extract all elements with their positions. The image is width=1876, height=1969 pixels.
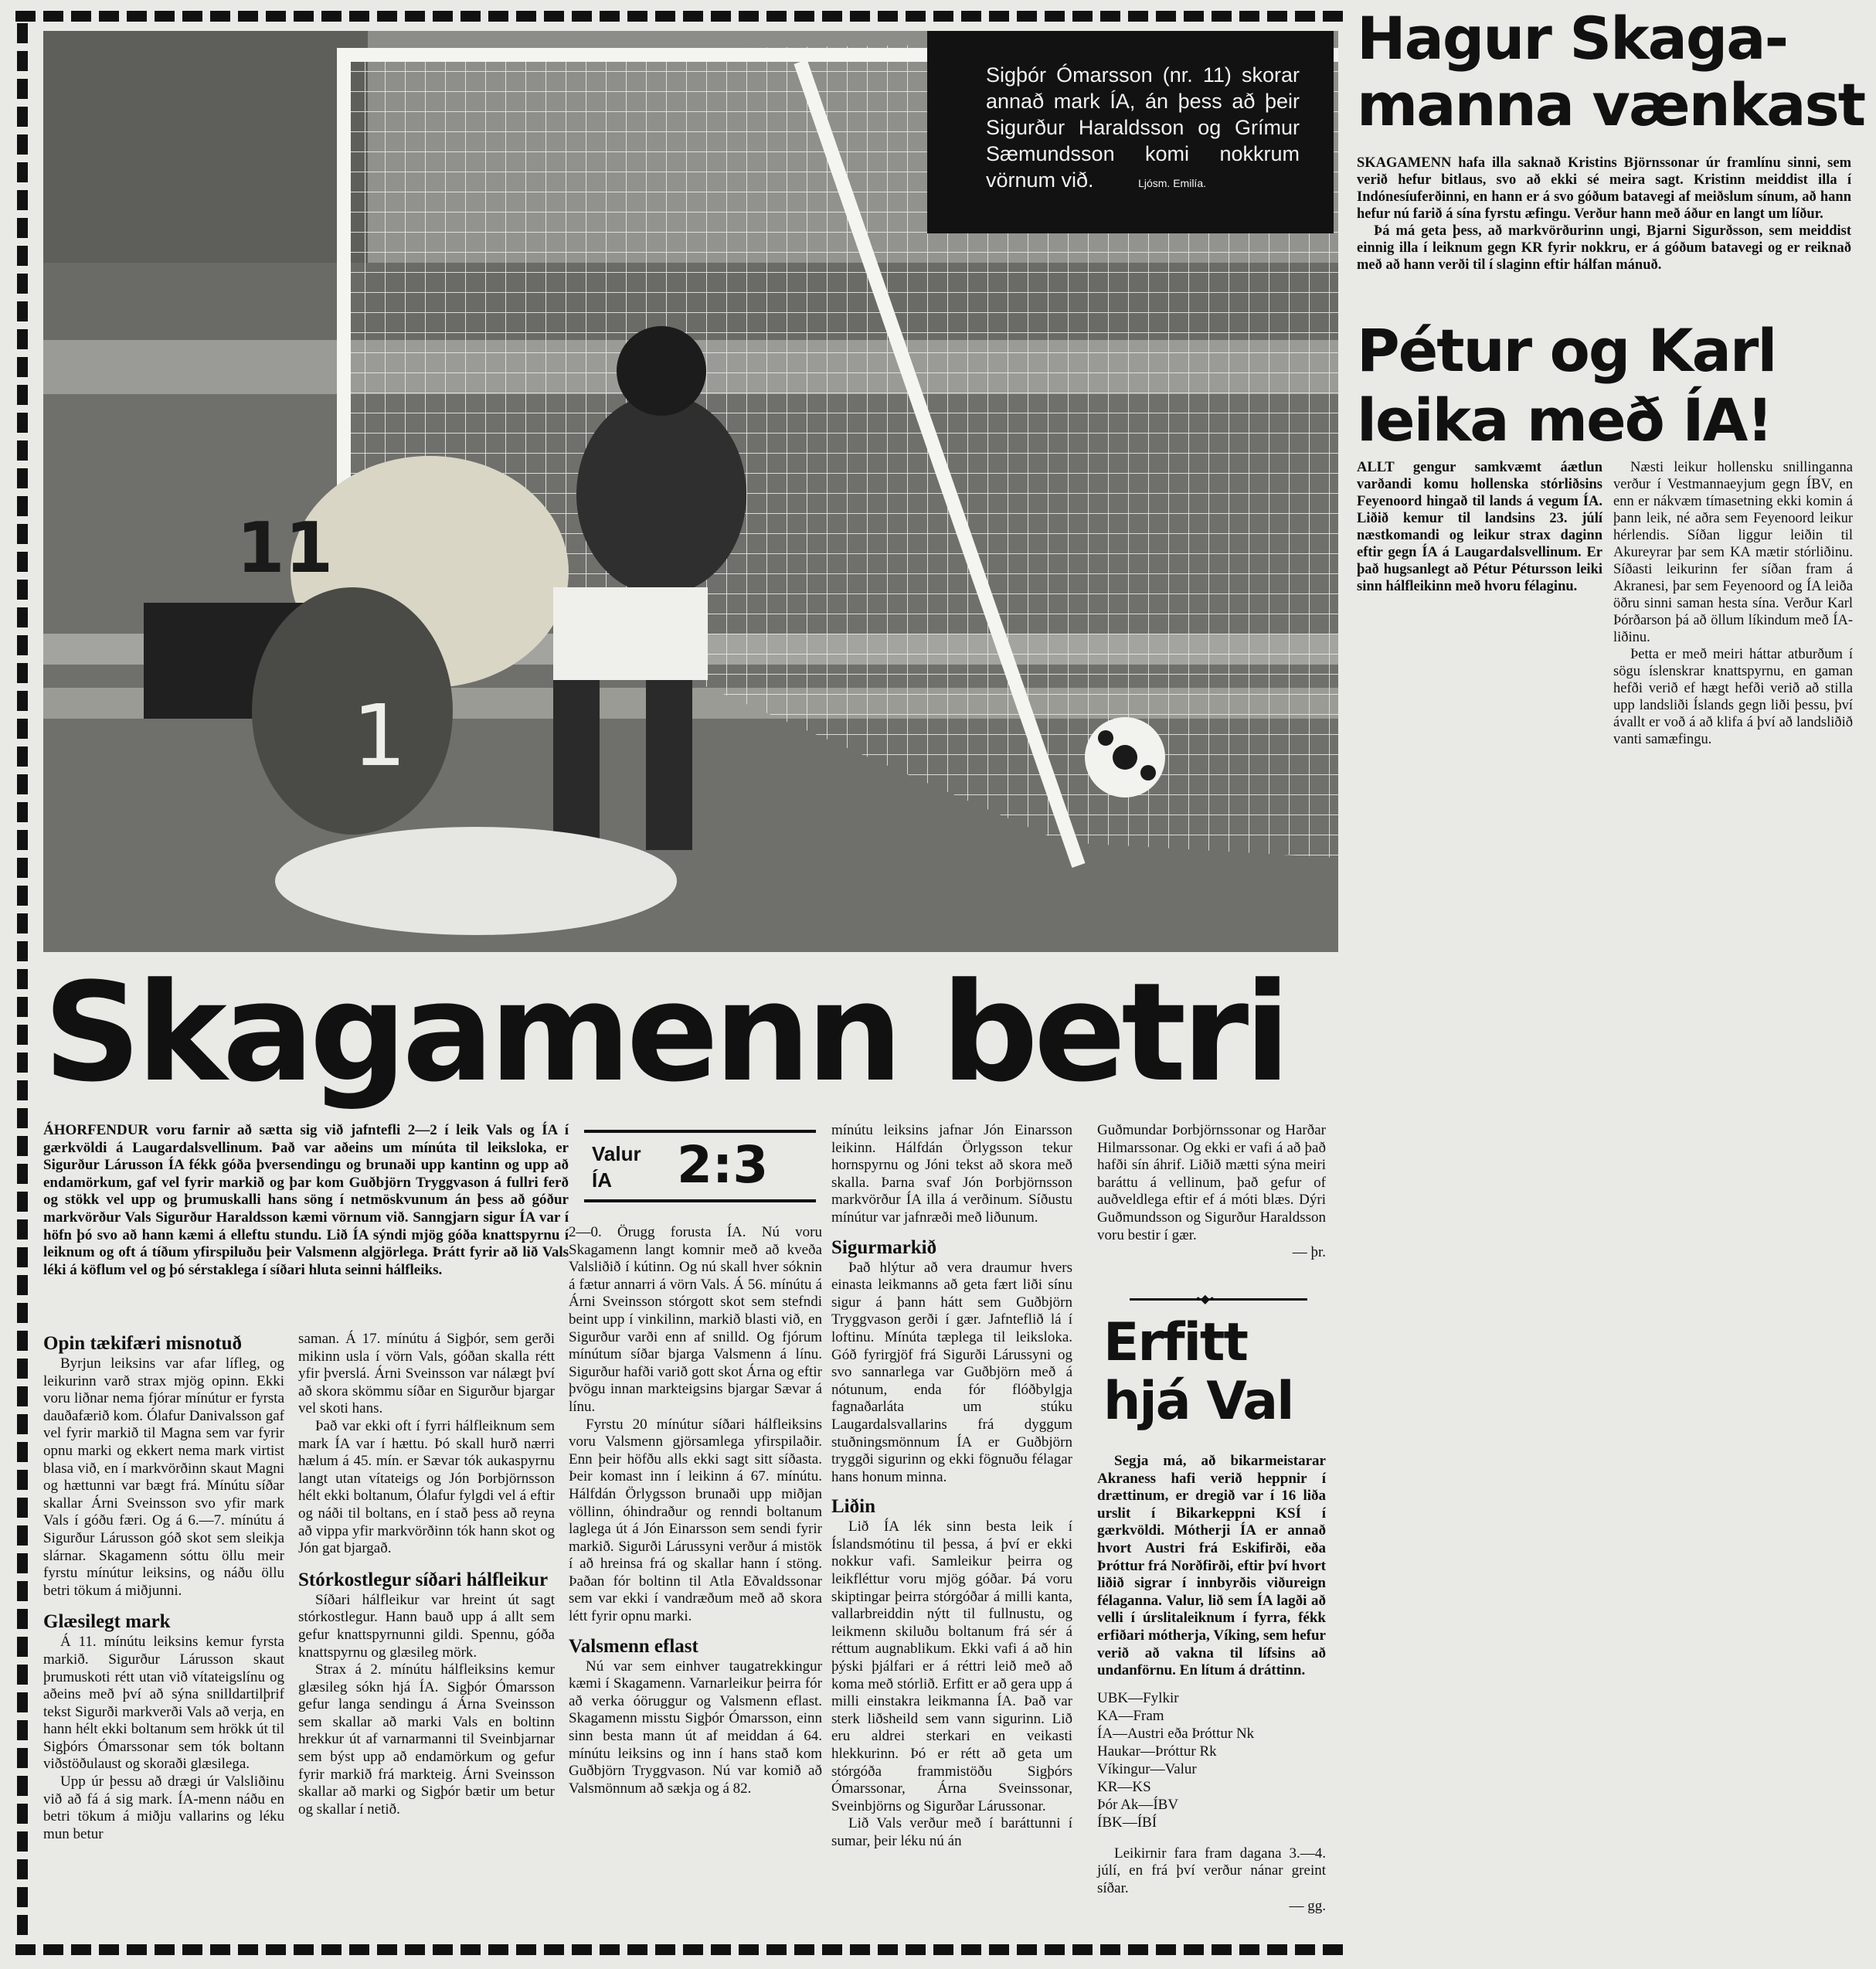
byline: — þr. [1292,1244,1326,1261]
final-score: 2:3 [677,1135,769,1195]
paragraph: Það hlýtur að vera draumur hvers einasta leikmanns að geta fært liði sínu sigur á þann hátt sem Guðbjörn Tryggvason gerði í gær. Jafnteflið lá í loftinu. Mínúta tæplega til leiksloka. Góð fyrirgjöf frá Sigurði Lárussyni og svo sannarlega var Guðbjörn með á nótunum, enda fór flóðbylgja fagnaðarláta um stúku Laugardalsvallarins frá dyggum stuðningsmönnum ÍA er Guðbjörn tryggði sigurinn og ekki fögnuðu félagar hans honum minna. [831,1259,1072,1485]
petur-headline-line2: leika með ÍA! [1357,386,1772,454]
lead-paragraph: ÁHORFENDUR voru farnir að sætta sig við jafntefli 2—2 í leik Vals og ÍA í gærkvöldi á Laugardalsvellinum. Það var aðeins um mínúta til leiksloka, er Sigurður Lárusson ÍA fékk góða þversendingu og brunaði upp kantinn og upp að endamörkum, gaf vel fyrir markið og þar kom Guðbjörn Tryggvason á fullri ferð og stökk vel upp og þrumuskalli hans söng í netmöskvunum án þess að góður markvörður Vals Sigurður Haraldsson kæmi vörnum við. Sanngjarn sigur ÍA var í höfn þó svo að hann kæmi á elleftu stundu. Lið ÍA sýndi mjög góða knattspyrnu í leiknum og oft á tíðum yfirspiluðu þeir Valsmenn algjörlega. Þrátt fyrir að lið Vals léki á köflum vel og þó sérstaklega í síðari hluta seinni hálfleiks. [43,1122,569,1278]
svg-text:11: 11 [236,508,334,589]
paragraph: Lið ÍA lék sinn besta leik í Íslandsmótinu til þessa, á því er ekki nokkur vafi. Samleikur þeirra og leikfléttur voru mjög góðar. Þá voru skiptingar þeirra stórgóðar á milli kanta, vallarbreiddin nýtt til fullnustu, og leikmenn skiluðu boltanum frá sér á réttum augnablikum. Ekki vafi á að hin þýski þjálfari er á réttri leið með að koma með stórlið. Erfitt er að gera upp á milli einstakra leikmanna ÍA. Það var sterk liðsheild sem vann sigurinn. Lið eru aldrei sterkari en veikasti hlekkurinn. Þó er rétt að geta um stórgóða frammistöðu Sigþórs Ómarssonar, Árna Sveinssonar, Sveinbjörns og Sigurðar Lárussonar. [831,1518,1072,1814]
erfitt-headline-line2: hjá Val [1103,1371,1293,1432]
paragraph: Á 11. mínútu leiksins kemur fyrsta markið. Sigurður Lárusson skaut þrumuskoti rétt utan við vítateigslínu og aðeins með því að sýna snilldartilþrif tekst Sigurði markverði Vals að verja, en hann hélt ekki boltanum sem hrökk út til Sigþórs Ómarssonar sem tók boltann viðstöðulaust og skoraði glæsilega. [43,1634,284,1773]
hagur-headline-line2: manna vænkast [1357,70,1865,139]
article-column-2 [298,1331,555,1818]
paragraph: saman. Á 17. mínútu á Sigþór, sem gerði mikinn usla í vörn Vals, góðan skalla rétt yfir þverslá. Árni Sveinsson var nálægt því að skora skömmu síðar en Sigurður bjargar vel skoti hans. [298,1331,555,1417]
article-column-3 [569,1224,822,1797]
subheading-sigurmarkid: Sigurmarkið [831,1236,937,1258]
paragraph: Guðmundar Þorbjörnssonar og Harðar Hilmarssonar. Og ekki er vafi á að það hafði sín áhrif. Liðið mætti sýna meiri baráttu á vellinum, það gefur of auðveldlega eftir ef á móti blæs. Dýri Guðmundsson og Sigurður Haraldsson voru bestir í gær. [1097,1122,1326,1243]
petur-column-2 [1613,459,1853,748]
erfitt-paragraph: Segja má, að bikarmeistarar Akraness hafi verið heppnir í drættinum, er dregið var í 16 liða urslit í Bikarkeppni KSÍ í gærkvöldi. Mótherji ÍA er annað hvort Austri frá Eskifirði, eða Þróttur frá Norðfirði, eftir því hvort liðið sigrar í innbyrðis viðureign félaganna. Valur, lið sem ÍA lagði að velli í úrslitaleiknum í fyrra, fékk erfiðari mótherja, Víking, sem hefur verið að vakna til lífsins að undanförnu. En lítum á dráttinn. [1097,1453,1326,1679]
section-divider [1130,1298,1307,1301]
petur-paragraph: ALLT gengur samkvæmt áætlun varðandi komu hollenska stórliðsins Feyenoord hingað til lands á vegum ÍA. Liðið kemur til landsins 23. júlí næstkomandi og leikur strax daginn eftir gegn ÍA á Laugardalsvellinum. Er það hugsanlegt að Pétur Pétursson leiki sinn hálfleikinn með hvoru félaginu. [1357,460,1602,594]
petur-paragraph: Næsti leikur hollensku snillinganna verður í Vestmannaeyjum gegn ÍBV, en enn er nákvæm tímasetning ekki komin á þann leik, né aðra sem Feyenoord leikur hérlendis. Síðan liggur leiðin til Akureyrar þar sem KA mætir stórliðinu. Síðasti leikurinn fer síðan fram á Akranesi, þar sem Feyenoord og ÍA leiða öðru sinni saman hesta sína. Verður Karl Þórðarson þá að öllum líkindum með ÍA-liðinu. [1613,460,1853,645]
paragraph: Lið Vals verður með í baráttunni í sumar, þeir léku nú án [831,1815,1072,1849]
erfitt-closing: Leikirnir fara fram dagana 3.—4. júlí, en frá því verður nánar greint síðar. [1097,1845,1326,1896]
score-box [584,1130,816,1202]
fixture-item: KA—Fram [1097,1707,1164,1724]
paragraph: Byrjun leiksins var afar lífleg, og leikurinn varð strax mjög opinn. Ekki voru liðnar nema fjórar mínútur er fyrsta dauðafærið kom. Ólafur Danivalsson gaf vel fyrir markið til Magna sem var fyrir opnu marki og ekkert nema mark virtist blasa við, en í markvörðinn skaut Magni og hættunni var bægt frá. Mínútu síðar skallar Árni Sveinsson svo yfir mark Vals í góðu færi. Og á 6.—7. mínútu á Sigurður Lárusson góð skot sem sleikja slárnar. Skagamenn sóttu öllu meir fyrstu mínútur leiksins, og náðu öllu betri tökum á miðjunni. [43,1355,284,1599]
paragraph: Síðari hálfleikur var hreint út sagt stórkostlegur. Hann bauð upp á allt sem gefur knattspyrnunni gildi. Spennu, góða knattspyrnu og glæsileg mörk. [298,1591,555,1661]
subheading-opin: Opin tækifæri misnotuð [43,1333,242,1354]
top-border [15,11,1351,22]
photo-caption [927,31,1334,233]
hagur-paragraph: Þá má geta þess, að markvörðurinn ungi, Bjarni Sigurðsson, sem meiddist einnig illa í leiknum gegn KR fyrir nokkru, er á góðum batavegi og er reiknað með að hann verði til í slaginn eftir hálfan mánuð. [1357,223,1851,273]
photo-credit: Ljósm. Emilía. [1138,177,1206,189]
article-column-5 [1097,1122,1326,1262]
subheading-storkostlegur: Stórkostlegur síðari hálfleikur [298,1569,549,1590]
paragraph: 2—0. Örugg forusta ÍA. Nú voru Skagamenn langt komnir með að kveða Valsliðið í kútinn. Og nú skall hver sóknin á fætur annarri á vörn Vals. Á 56. mínútu á Árni Sveinsson stórgott skot sem stefndi beint upp í vinkilinn, markið blasti við, en Sigurður varði enn af snilld. Og fjórum mínútum síðar bjarga Valsmenn á línu. Sigurður hafði varið gott skot Árna og eftir þvögu innan markteigsins bjargar Sævar á línu. [569,1224,822,1415]
svg-text:1: 1 [352,686,406,785]
fixture-list [1097,1689,1326,1831]
main-lead [43,1122,569,1279]
fixture-item: Víkingur—Valur [1097,1760,1197,1777]
fixture-item: Þór Ak—ÍBV [1097,1796,1179,1813]
caption-text: Sigþór Ómarsson (nr. 11) skorar annað mark ÍA, án þess að þeir Sigurður Haraldsson og Grímur Sæmundsson komi nokkrum vörnum við. [986,63,1300,192]
petur-paragraph: Þetta er með meiri háttar atburðum í sögu íslenskrar knattspyrnu, en gaman hefði verið ef hægt hefði verið að stilla upp landsliði Íslands gegn liði þessu, því ávallt er voð á að klifa á því að landsliðið vanti samæfingu. [1613,647,1853,747]
petur-headline-line1: Pétur og Karl [1357,316,1776,385]
team-home: Valur [592,1142,641,1165]
hagur-headline-line1: Hagur Skaga- [1357,4,1788,73]
fixture-item: UBK—Fylkir [1097,1689,1179,1706]
paragraph: Upp úr þessu að drægi úr Valsliðinu við að fá á sig mark. ÍA-menn náðu en betri tökum á miðju vallarins og léku mun betur [43,1773,284,1842]
left-border [17,23,28,1940]
article-column-4 [831,1122,1072,1851]
subheading-lidin: Liðin [831,1496,875,1518]
divider-ornament: •◆• [1196,1293,1215,1306]
fixture-item: Haukar—Þróttur Rk [1097,1743,1217,1760]
fixture-item: ÍBK—ÍBÍ [1097,1814,1157,1831]
paragraph: Það var ekki oft í fyrri hálfleiknum sem mark ÍA var í hættu. Þó skall hurð nærri hælum á 45. mín. er Sævar tók aukaspyrnu langt utan vítateigs og Jón Þorbjörnsson hélt ekki boltanum, Ólafur fylgdi vel á eftir og náði til boltans, en í stað þess að reyna að vippa yfir markvörðinn tók hann skot og Jón gat bjargað. [298,1417,555,1557]
petur-column-1 [1357,459,1602,595]
team-away: ÍA [592,1168,612,1192]
erfitt-article [1097,1453,1326,1915]
hagur-article [1357,155,1851,274]
subheading-glaesilegt: Glæsilegt mark [43,1611,171,1633]
paragraph: Nú var sem einhver taugatrekkingur kæmi í Skagamenn. Varnarleikur þeirra fór að verka óöruggur og Valsmenn eflast. Skagamenn misstu Sigþór Ómarsson, einn sinn besta mann út af meiddan á 64. mínútu leiksins og inn í hans stað kom Guðbjörn Tryggvason. Nú var komið að Valsmönnum að sækja og á 82. [569,1658,822,1797]
subheading-valsmenn: Valsmenn eflast [569,1635,698,1657]
bottom-border [15,1944,1351,1955]
paragraph: Strax á 2. mínútu hálfleiksins kemur glæsileg sókn hjá ÍA. Sigþór Ómarsson gefur langa sendingu á Árna Sveinsson sem skallar að marki Vals en boltinn hrekkur út af varnarmanni til Sveinbjarnar sem býst upp að endamörkum og gefur fyrir markið frá markteig. Árni Sveinsson skallar að marki og Sigþór bætir um betur og skallar í netið. [298,1661,555,1818]
paragraph: mínútu leiksins jafnar Jón Einarsson leikinn. Hálfdán Örlygsson tekur hornspyrnu og Jóni tekst að skora með skalla. Þarna svaf Jón Þorbjörnsson markvörður ÍA illa á verðinum. Síðustu mínútur var jafnræði með liðunum. [831,1122,1072,1226]
article-column-1 [43,1328,284,1843]
byline: — gg. [1289,1897,1326,1914]
fixture-item: ÍA—Austri eða Þróttur Nk [1097,1725,1255,1742]
erfitt-headline-line1: Erfitt [1103,1312,1247,1373]
main-headline: Skagamenn betri [43,954,1286,1112]
fixture-item: KR—KS [1097,1778,1151,1795]
paragraph: Fyrstu 20 mínútur síðari hálfleiksins voru Valsmenn gjörsamlega yfirspilaðir. Enn þeir höfðu alls ekki sagt sitt síðasta. Þeir komast inn í leikinn á 67. mínútu. Hálfdán Örlygsson brunaði upp miðjan völlinn, óhindraður og renndi boltanum laglega út á Jón Einarsson sem sendi fyrir markið. Sigurði Lárussyni verður á mistök í að hreinsa frá og skallar hann í stöng. Þaðan fór boltinn til Atla Eðvaldssonar sem var ekki í vandræðum með að skora létt fyrir opnu marki. [569,1416,822,1625]
hagur-paragraph: SKAGAMENN hafa illa saknað Kristins Björnssonar úr framlínu sinni, sem verið hefur bitlaus, svo að ekki sé meira sagt. Kristinn meiddist illa í Indónesíuferðinni, en hann er á svo góðum batavegi af meiðslum sínum, að hann hefur nú farið á sína fyrstu æfingu. Verður hann með áður en langt um líður. [1357,155,1851,222]
